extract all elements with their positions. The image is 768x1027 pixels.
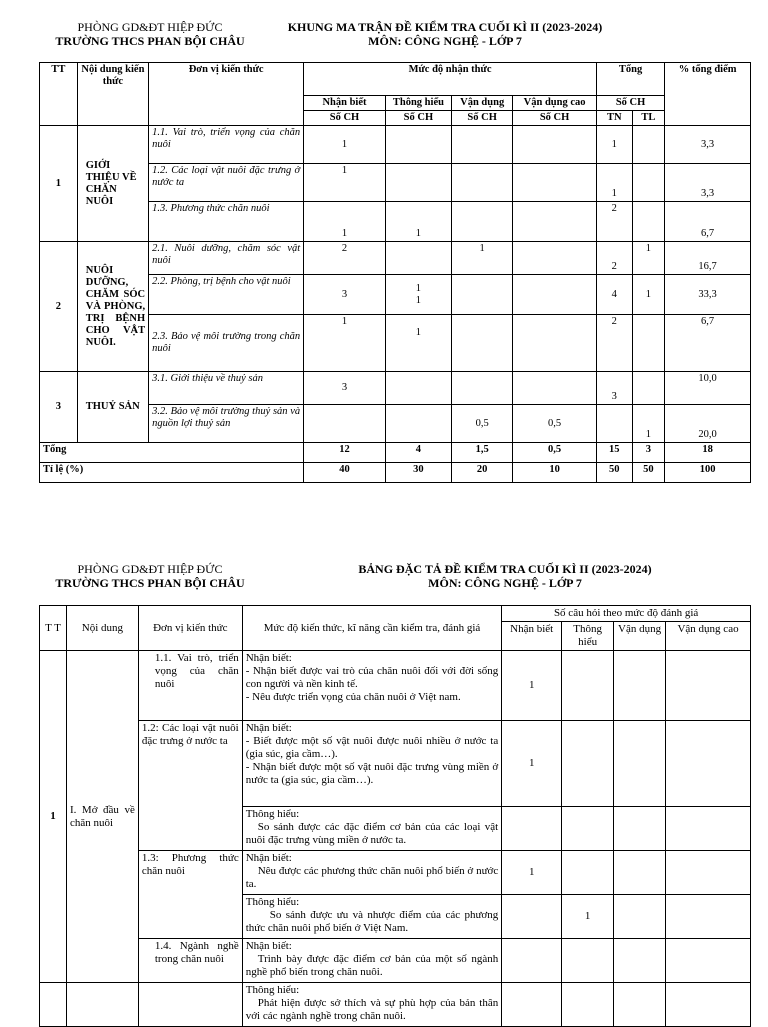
ratio-tn: 50: [596, 463, 632, 483]
col-total: Tổng: [596, 63, 664, 96]
doc-title-line2: MÔN: CÔNG NGHỆ - LỚP 7: [368, 34, 522, 48]
level-title: Nhận biết:: [245, 652, 292, 664]
level-body: So sánh được ưu và nhược điểm của các phương thức chăn nuôi phổ biến ở Việt Nam.: [245, 909, 499, 934]
cell-tl: [632, 372, 665, 405]
cell-pct: 3,3: [665, 126, 751, 164]
level-cell: [242, 721, 502, 807]
level-title: Thông hiểu:: [245, 896, 300, 908]
table-row: [40, 851, 751, 895]
cell-vd: [614, 807, 666, 851]
level-body: Nêu được các phương thức chăn nuôi phổ biến ở nước ta.: [245, 865, 499, 890]
cell-th-line1: 1: [415, 282, 422, 294]
unit-cell: 1.1. Vai trò, triển vọng của chăn nuôi: [138, 651, 242, 721]
col-tn: TN: [596, 111, 632, 126]
unit-cell: 1.2: Các loại vật nuôi đặc trưng ở nước ta: [138, 721, 242, 851]
total-label: Tổng: [40, 443, 304, 463]
matrix-table: [39, 62, 751, 483]
level-title: Thông hiểu:: [245, 984, 300, 996]
unit-cell: 1.3: Phương thức chăn nuôi: [138, 851, 242, 939]
total-vdc: 0,5: [513, 443, 597, 463]
cell-th: [385, 275, 451, 315]
level-cell: [242, 895, 502, 939]
table-row: [40, 721, 751, 807]
level-cell: [242, 983, 502, 1027]
topic-number: 1: [40, 651, 67, 983]
cell-pct: 33,3: [665, 275, 751, 315]
cell-th: [385, 164, 451, 202]
col-tl: TL: [632, 111, 665, 126]
unit-cell: 1.1. Vai trò, triển vọng của chăn nuôi: [149, 126, 304, 164]
cell-nb: [502, 807, 562, 851]
cell-vdc: [666, 807, 751, 851]
cell-th: [385, 405, 451, 443]
ratio-row: [40, 463, 751, 483]
topic-number: [40, 983, 67, 1027]
level-body: Trình bày được đặc điểm cơ bản của một số ngành nghề phổ biến trong chăn nuôi.: [245, 953, 499, 978]
col-so-ch: Số CH: [304, 111, 386, 126]
cell-tl: [632, 202, 665, 242]
cell-th-line2: 1: [415, 294, 422, 306]
cell-vd: [614, 983, 666, 1027]
col-so-ch: Số CH: [513, 111, 597, 126]
cell-th: [562, 651, 614, 721]
col-vd: Vận dụng: [614, 622, 666, 651]
ratio-tl: 50: [632, 463, 665, 483]
cell-th: 1: [385, 315, 451, 372]
cell-vd: 1: [452, 242, 513, 275]
doc-title-1: [270, 20, 620, 48]
cell-vdc: [666, 851, 751, 895]
total-th: 4: [385, 443, 451, 463]
cell-th: [562, 721, 614, 807]
col-nhan-biet: Nhận biết: [304, 96, 386, 111]
school-header-1: [40, 20, 260, 48]
unit-cell: 3.1. Giới thiệu về thuỷ sản: [149, 372, 304, 405]
cell-vdc: [513, 372, 597, 405]
unit-cell: 2.3. Bảo vệ môi trường trong chăn nuôi: [149, 315, 304, 372]
level-body: - Nhận biết được vai trò của chăn nuôi đối với đời sống con người và nền kinh tế. - Nêu được triển vọng của chăn nuôi ở Việt nam.: [245, 665, 499, 703]
cell-vd: [452, 126, 513, 164]
cell-vd: [452, 275, 513, 315]
doc-title-line2: MÔN: CÔNG NGHỆ - LỚP 7: [428, 576, 582, 590]
col-level: Mức độ nhận thức: [304, 63, 597, 96]
cell-vd: [614, 651, 666, 721]
ratio-nb: 40: [304, 463, 386, 483]
cell-nb: [502, 983, 562, 1027]
topic-number: 2: [40, 242, 78, 372]
cell-nb: 1: [304, 202, 386, 242]
cell-vdc: [666, 651, 751, 721]
table-row: [40, 372, 751, 405]
cell-vd: [452, 202, 513, 242]
cell-tl: 1: [632, 242, 665, 275]
col-nb: Nhận biết: [502, 622, 562, 651]
unit-cell: 1.2. Các loại vật nuôi đặc trưng ở nước ta: [149, 164, 304, 202]
cell-nb: 1: [304, 126, 386, 164]
level-title: Nhận biết:: [245, 722, 292, 734]
cell-pct: 20,0: [665, 405, 751, 443]
cell-pct: 3,3: [665, 164, 751, 202]
cell-nb: [502, 895, 562, 939]
total-tn: 15: [596, 443, 632, 463]
col-so-ch: Số CH: [452, 111, 513, 126]
spec-table: [39, 605, 751, 1027]
cell-th: 1: [562, 895, 614, 939]
cell-nb: 3: [304, 275, 386, 315]
cell-vdc: [513, 275, 597, 315]
cell-vdc: [666, 983, 751, 1027]
cell-tn: 4: [596, 275, 632, 315]
cell-tl: [632, 126, 665, 164]
level-body: Phát hiện được sở thích và sự phù hợp của bản thân với các ngành nghề trong chăn nuôi.: [245, 997, 499, 1022]
cell-th: [562, 851, 614, 895]
col-th: Thông hiểu: [562, 622, 614, 651]
col-level: Mức độ kiến thức, kĩ năng cần kiểm tra, đánh giá: [242, 606, 502, 651]
table-row: [40, 126, 751, 164]
col-so-ch: Số CH: [385, 111, 451, 126]
cell-tn: 2: [596, 242, 632, 275]
unit-cell: 1.3. Phương thức chăn nuôi: [149, 202, 304, 242]
unit-cell: 3.2. Bảo vệ môi trường thuỷ sản và nguồn lợi thuỷ sản: [149, 405, 304, 443]
unit-cell: 2.1. Nuôi dưỡng, chăm sóc vật nuôi: [149, 242, 304, 275]
level-cell: [242, 651, 502, 721]
total-row: [40, 443, 751, 463]
cell-vdc: [666, 939, 751, 983]
total-pct: 18: [665, 443, 751, 463]
level-cell: [242, 851, 502, 895]
cell-nb: 1: [502, 721, 562, 807]
cell-vdc: 0,5: [513, 405, 597, 443]
cell-nb: [502, 939, 562, 983]
cell-vd: [614, 721, 666, 807]
cell-tl: [632, 164, 665, 202]
cell-vd: [614, 939, 666, 983]
cell-nb: 1: [502, 851, 562, 895]
cell-vd: [452, 372, 513, 405]
topic-number: 3: [40, 372, 78, 443]
col-tt: TT: [40, 63, 78, 126]
topic-name: NUÔI DƯỠNG, CHĂM SÓC VÀ PHÒNG, TRỊ BỆNH CHO VẬT NUÔI.: [77, 242, 148, 372]
cell-vdc: [513, 242, 597, 275]
cell-vd: [614, 851, 666, 895]
cell-pct: 6,7: [665, 202, 751, 242]
cell-th: [562, 807, 614, 851]
cell-pct: 6,7: [665, 315, 751, 372]
doc-title-2: [340, 562, 670, 590]
cell-tn: 2: [596, 202, 632, 242]
department-name: PHÒNG GD&ĐT HIỆP ĐỨC: [77, 562, 223, 576]
cell-th: [385, 126, 451, 164]
level-body: So sánh được các đặc điểm cơ bản của các loại vật nuôi đặc trưng vùng miền ở nước ta.: [245, 821, 499, 846]
cell-pct: 16,7: [665, 242, 751, 275]
cell-tn: 3: [596, 372, 632, 405]
col-group: Số câu hỏi theo mức độ đánh giá: [502, 606, 751, 622]
ratio-vd: 20: [452, 463, 513, 483]
col-van-dung-cao: Vận dụng cao: [513, 96, 597, 111]
unit-cell: 1.4. Ngành nghề trong chăn nuôi: [138, 939, 242, 983]
cell-vd: [452, 315, 513, 372]
col-content: Nội dung kiến thức: [77, 63, 148, 126]
cell-th: [385, 372, 451, 405]
cell-tn: 2: [596, 315, 632, 372]
ratio-pct: 100: [665, 463, 751, 483]
cell-vd: 0,5: [452, 405, 513, 443]
cell-tn: [596, 405, 632, 443]
col-thong-hieu: Thông hiểu: [385, 96, 451, 111]
cell-tn: 1: [596, 164, 632, 202]
table-row: [40, 242, 751, 275]
doc-title-line1: KHUNG MA TRẬN ĐỀ KIỂM TRA CUỐI KÌ II (2023-2024): [287, 20, 603, 34]
cell-tl: 1: [632, 405, 665, 443]
doc-title-line1: BẢNG ĐẶC TẢ ĐỀ KIỂM TRA CUỐI KÌ II (2023-2024): [358, 562, 652, 576]
level-cell: [242, 939, 502, 983]
cell-nb: 2: [304, 242, 386, 275]
cell-pct: 10,0: [665, 372, 751, 405]
level-title: Thông hiểu:: [245, 808, 300, 820]
topic-name: THUỶ SẢN: [77, 372, 148, 443]
cell-vdc: [666, 721, 751, 807]
cell-th: [562, 939, 614, 983]
level-cell: [242, 807, 502, 851]
cell-nb: 1: [304, 164, 386, 202]
cell-th: [562, 983, 614, 1027]
cell-nb: 3: [304, 372, 386, 405]
col-unit: Đơn vị kiến thức: [149, 63, 304, 126]
col-percent: % tổng điểm: [665, 63, 751, 126]
cell-nb: 1: [304, 315, 386, 372]
col-tt: T T: [40, 606, 67, 651]
cell-tl: [632, 315, 665, 372]
cell-th: [385, 242, 451, 275]
cell-th: 1: [385, 202, 451, 242]
cell-vdc: [513, 164, 597, 202]
table-row: [40, 651, 751, 721]
level-title: Nhận biết:: [245, 940, 292, 952]
ratio-label: Tỉ lệ (%): [40, 463, 304, 483]
cell-vdc: [513, 315, 597, 372]
cell-tn: 1: [596, 126, 632, 164]
cell-vdc: [513, 126, 597, 164]
department-name: PHÒNG GD&ĐT HIỆP ĐỨC: [77, 20, 223, 34]
total-vd: 1,5: [452, 443, 513, 463]
col-vdc: Vận dụng cao: [666, 622, 751, 651]
school-name: TRƯỜNG THCS PHAN BỘI CHÂU: [55, 576, 245, 590]
col-content: Nội dung: [66, 606, 138, 651]
cell-tl: 1: [632, 275, 665, 315]
cell-vdc: [666, 895, 751, 939]
col-so-ch-total: Số CH: [596, 96, 664, 111]
cell-vdc: [513, 202, 597, 242]
level-title: Nhận biết:: [245, 852, 292, 864]
ratio-th: 30: [385, 463, 451, 483]
school-header-2: [40, 562, 260, 590]
topic-name: GIỚI THIỆU VỀ CHĂN NUÔI: [77, 126, 148, 242]
topic-number: 1: [40, 126, 78, 242]
topic-name: [66, 983, 138, 1027]
level-body: - Biết được một số vật nuôi được nuôi nhiều ở nước ta (gia súc, gia cầm…). - Nhận biết được một số vật nuôi đặc trưng vùng miền ở nước ta (gia súc, gia cầm…).: [245, 735, 499, 786]
col-van-dung: Vận dụng: [452, 96, 513, 111]
total-tl: 3: [632, 443, 665, 463]
cell-vd: [452, 164, 513, 202]
topic-name: I. Mở đầu về chăn nuôi: [66, 651, 138, 983]
unit-cell: [138, 983, 242, 1027]
table-row: [40, 939, 751, 983]
table-row: [40, 983, 751, 1027]
cell-nb: 1: [502, 651, 562, 721]
unit-cell: 2.2. Phòng, trị bệnh cho vật nuôi: [149, 275, 304, 315]
ratio-vdc: 10: [513, 463, 597, 483]
cell-vd: [614, 895, 666, 939]
col-unit: Đơn vị kiến thức: [138, 606, 242, 651]
school-name: TRƯỜNG THCS PHAN BỘI CHÂU: [55, 34, 245, 48]
total-nb: 12: [304, 443, 386, 463]
cell-nb: [304, 405, 386, 443]
